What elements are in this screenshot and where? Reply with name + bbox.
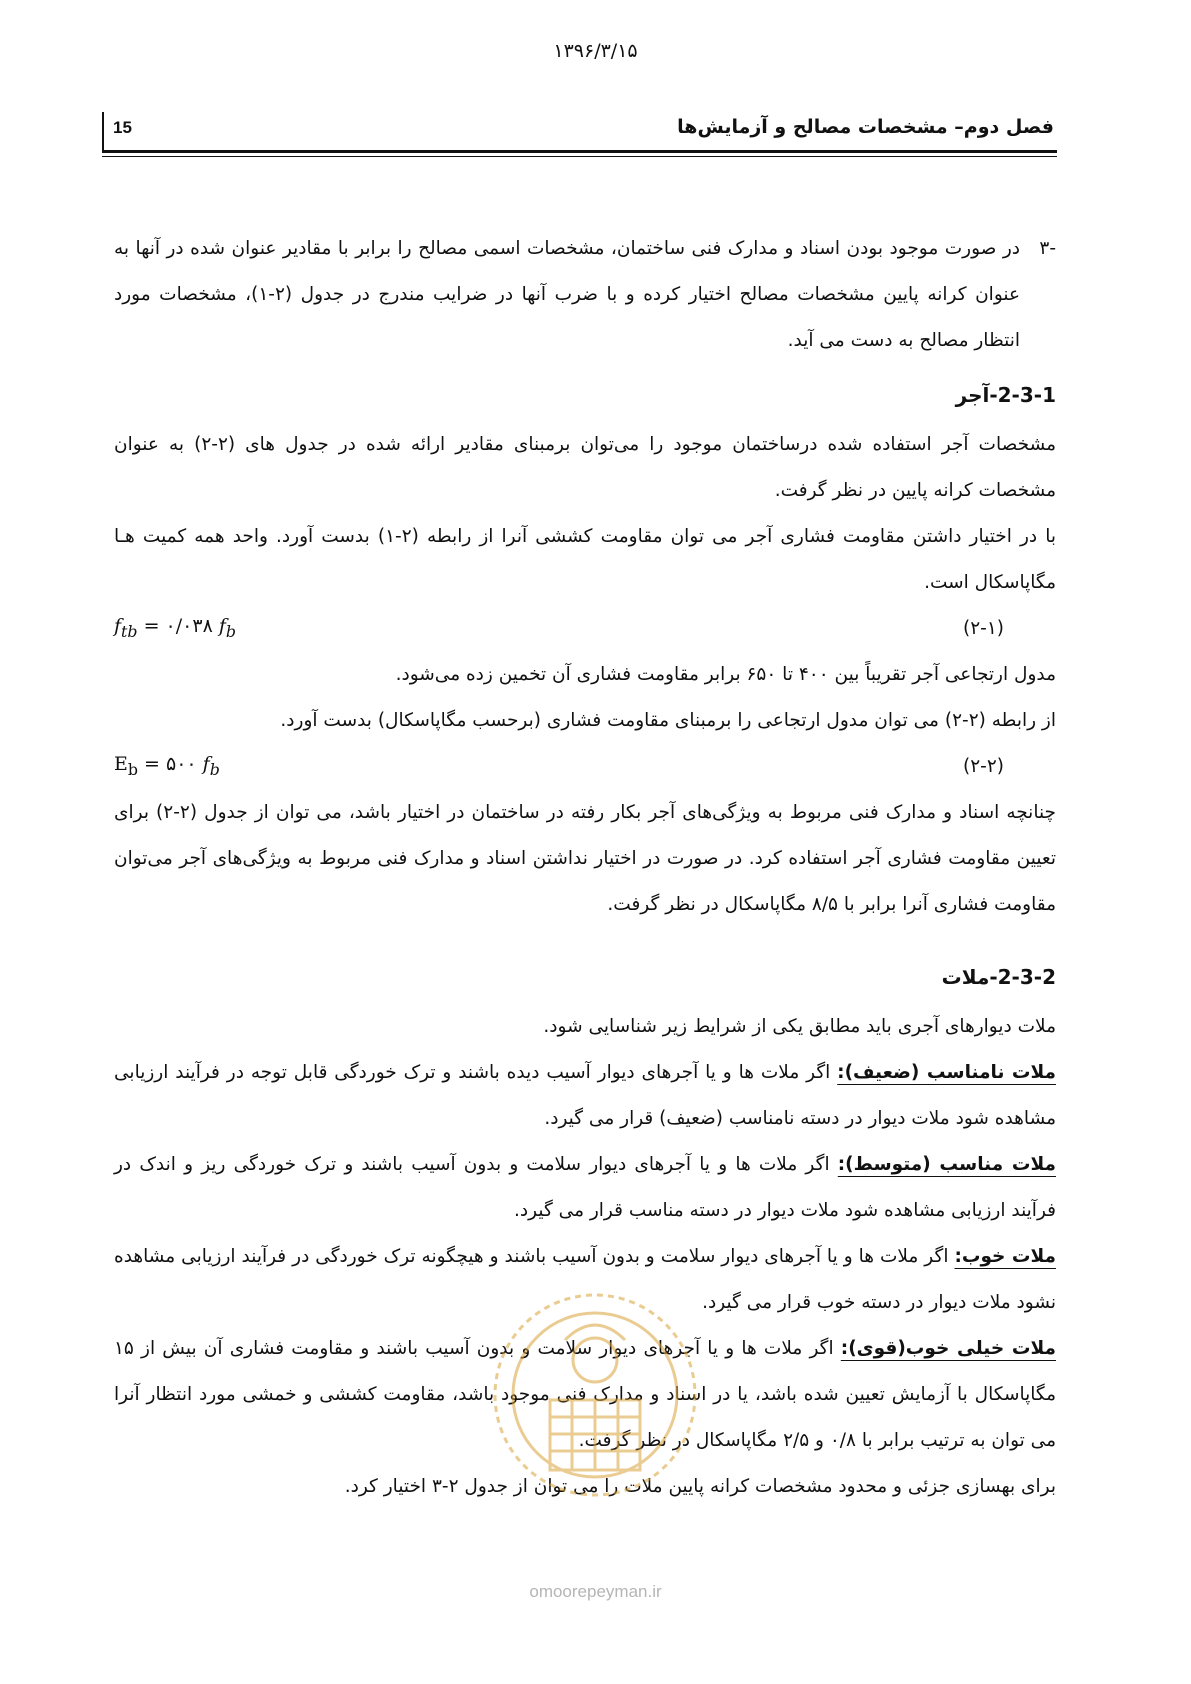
header-rule-thin	[102, 156, 1057, 157]
header-rule-thick	[102, 150, 1057, 153]
header-divider-tick	[102, 112, 104, 150]
equation-2-number: (۲-۲)	[963, 756, 1004, 777]
equation-1-number: (۲-۱)	[963, 618, 1004, 639]
watermark-site: omoorepeyman.ir	[529, 1582, 662, 1601]
brick-paragraph-3: مدول ارتجاعی آجر تقریباً بین ۴۰۰ تا ۶۵۰ برابر مقاومت فشاری آن تخمین زده می‌شود.	[395, 664, 1056, 685]
brick-paragraph-5: چنانچه اسناد و مدارک فنی مربوط به ویژگی‌های آجر بکار رفته در ساختمان در اختیار باشد، می توان از جدول (۲-۲) برای تعیین مقاومت فشاری آجر استفاده کرد. در صورت در اختیار نداشتن اسناد و مدارک فنی مربوط به ویژگی‌های آجر می‌توان مقاومت فشاری آنرا برابر با ۸/۵ مگاپاسکال در نظر گرفت.	[114, 802, 1056, 915]
page-date: ۱۳۹۶/۳/۱۵	[553, 40, 638, 62]
seal-logo-icon	[470, 1280, 720, 1510]
mortar-fair-text: اگر ملات ها و یا آجرهای دیوار سلامت و بدون آسیب باشند و ترک خوردگی ریز و اندک در فرآیند ارزیابی مشاهده شود ملات دیوار در دسته مناسب قرار می گیرد.	[114, 1154, 1056, 1221]
mortar-very-good-text: اگر ملات ها و یا آجرهای دیوار سلامت و بدون آسیب باشند و مقاومت فشاری آن بیش از ۱۵ مگاپاسکال با آزمایش تعیین شده باشد، یا در اسناد و مدارک فنی موجود باشد، مقاومت کششی و خمشی مورد انتظار آنرا می توان به ترتیب برابر با ۰/۸ و ۲/۵ مگاپاسکال در نظر گرفت.	[114, 1338, 1056, 1451]
mortar-good-text: اگر ملات ها و یا آجرهای دیوار سلامت و بدون آسیب باشند و هیچگونه ترک خوردگی در فرآیند ارزیابی مشاهده نشود ملات دیوار در دسته خوب قرار می گیرد.	[114, 1246, 1056, 1313]
mortar-poor-term: ملات نامناسب (ضعیف):	[837, 1062, 1056, 1083]
equation-2-formula: $E_b$ = ۵۰۰ $f_b$	[114, 753, 220, 779]
equation-2	[114, 744, 1056, 790]
equation-1	[114, 606, 1056, 652]
brick-paragraph-4: از رابطه (۲-۲) می توان مدول ارتجاعی را برمبنای مقاومت فشاری (برحسب مگاپاسکال) بدست آورد.	[280, 710, 1056, 731]
section-heading-mortar: 2-3-2-ملات	[941, 965, 1056, 989]
list-item-3	[114, 226, 1056, 364]
page-number: 15	[113, 118, 132, 137]
chapter-title: فصل دوم– مشخصات مصالح و آزمایش‌ها	[677, 116, 1054, 138]
mortar-poor-text: اگر ملات ها و یا آجرهای دیوار آسیب دیده باشند و ترک خوردگی قابل توجه در فرآیند ارزیابی مشاهده شود ملات دیوار در دسته نامناسب (ضعیف) قرار می گیرد.	[114, 1062, 1056, 1129]
mortar-closing: برای بهسازی جزئی و محدود مشخصات کرانه پایین ملات را می توان از جدول ۲-۳ اختیار کرد.	[344, 1476, 1056, 1497]
mortar-fair-term: ملات مناسب (متوسط):	[837, 1154, 1056, 1175]
list-text: در صورت موجود بودن اسناد و مدارک فنی ساختمان، مشخصات اسمی مصالح را برابر با مقادیر عنوان شده در آنها به عنوان کرانه پایین مشخصات مصالح اختیار کرده و با ضرب آنها در ضرایب مندرج در جدول (۲-۱)، مشخصات مورد انتظار مصالح به دست می آید.	[114, 238, 1020, 351]
mortar-poor	[114, 1050, 1056, 1142]
mortar-fair	[114, 1142, 1056, 1234]
mortar-very-good-term: ملات خیلی خوب(قوی):	[840, 1338, 1057, 1359]
list-number: -۳	[1039, 238, 1056, 259]
equation-1-formula: $f_{tb}$ = ۰/۰۳۸ $f_b$	[114, 615, 236, 641]
brick-paragraph-1: مشخصات آجر استفاده شده درساختمان موجود را می‌توان برمبنای مقادیر ارائه شده در جدول های (۲-۲) به عنوان مشخصات کرانه پایین در نظر گرفت.	[114, 434, 1056, 501]
mortar-intro: ملات دیوارهای آجری باید مطابق یکی از شرایط زیر شناسایی شود.	[543, 1016, 1056, 1037]
section-heading-brick: 2-3-1-آجر	[955, 383, 1056, 407]
brick-paragraph-2: با در اختیار داشتن مقاومت فشاری آجر می توان مقاومت کششی آنرا از رابطه (۲-۱) بدست آورد. واحد همه کمیت هـا مگاپاسکال است.	[114, 526, 1056, 593]
mortar-good-term: ملات خوب:	[954, 1246, 1056, 1267]
